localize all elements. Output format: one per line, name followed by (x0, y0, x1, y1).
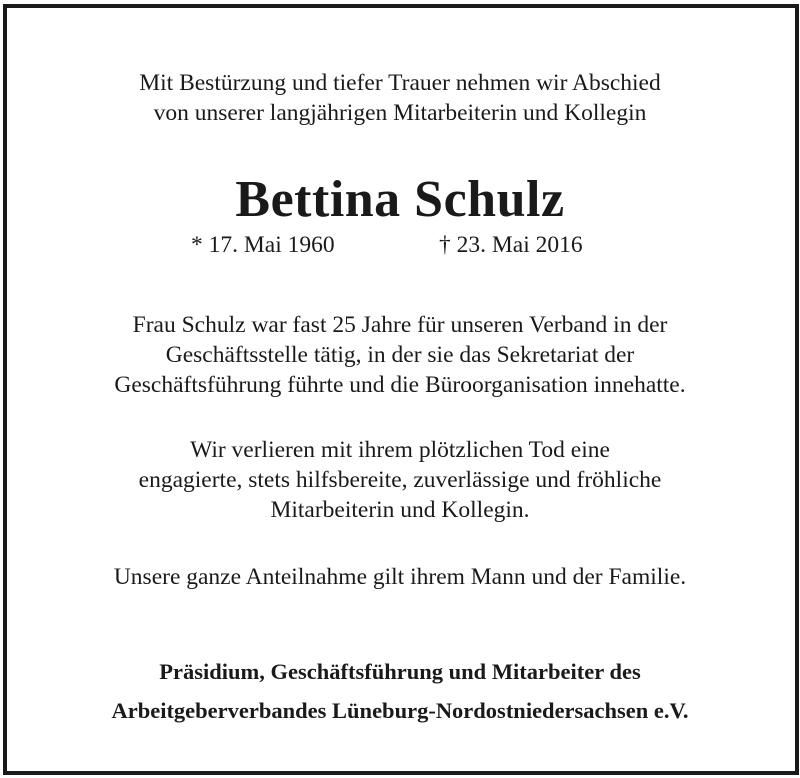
paragraph-line: engagierte, stets hilfsbereite, zuverlässige und fröhliche (138, 467, 662, 493)
paragraph-line: Frau Schulz war fast 25 Jahre für unseren Verband in der (132, 312, 668, 338)
paragraph-loss (0, 435, 800, 525)
signature-line-1: Präsidium, Geschäftsführung und Mitarbeiter des (159, 659, 641, 684)
death-date: † 23. Mai 2016 (439, 232, 583, 258)
paragraph-tenure (0, 310, 800, 400)
birth-date: * 17. Mai 1960 (191, 232, 335, 258)
intro-text (0, 68, 800, 128)
paragraph-line: Mitarbeiterin und Kollegin. (270, 497, 530, 523)
paragraph-line: Geschäftsstelle tätig, in der sie das Sekretariat der (165, 342, 635, 368)
paragraph-line: Geschäftsführung führte und die Büroorganisation innehatte. (114, 372, 686, 398)
intro-line-1: Mit Bestürzung und tiefer Trauer nehmen wir Abschied (139, 70, 661, 96)
paragraph-line: Unsere ganze Anteilnahme gilt ihrem Mann und der Familie. (113, 564, 687, 590)
deceased-name: Bettina Schulz (235, 171, 565, 228)
signature-line-2: Arbeitgeberverbandes Lüneburg-Nordostniedersachsen e.V. (111, 698, 689, 723)
intro-line-2: von unserer langjährigen Mitarbeiterin und Kollegin (153, 100, 647, 126)
paragraph-line: Wir verlieren mit ihrem plötzlichen Tod eine (190, 437, 610, 463)
paragraph-condolence (0, 562, 800, 592)
